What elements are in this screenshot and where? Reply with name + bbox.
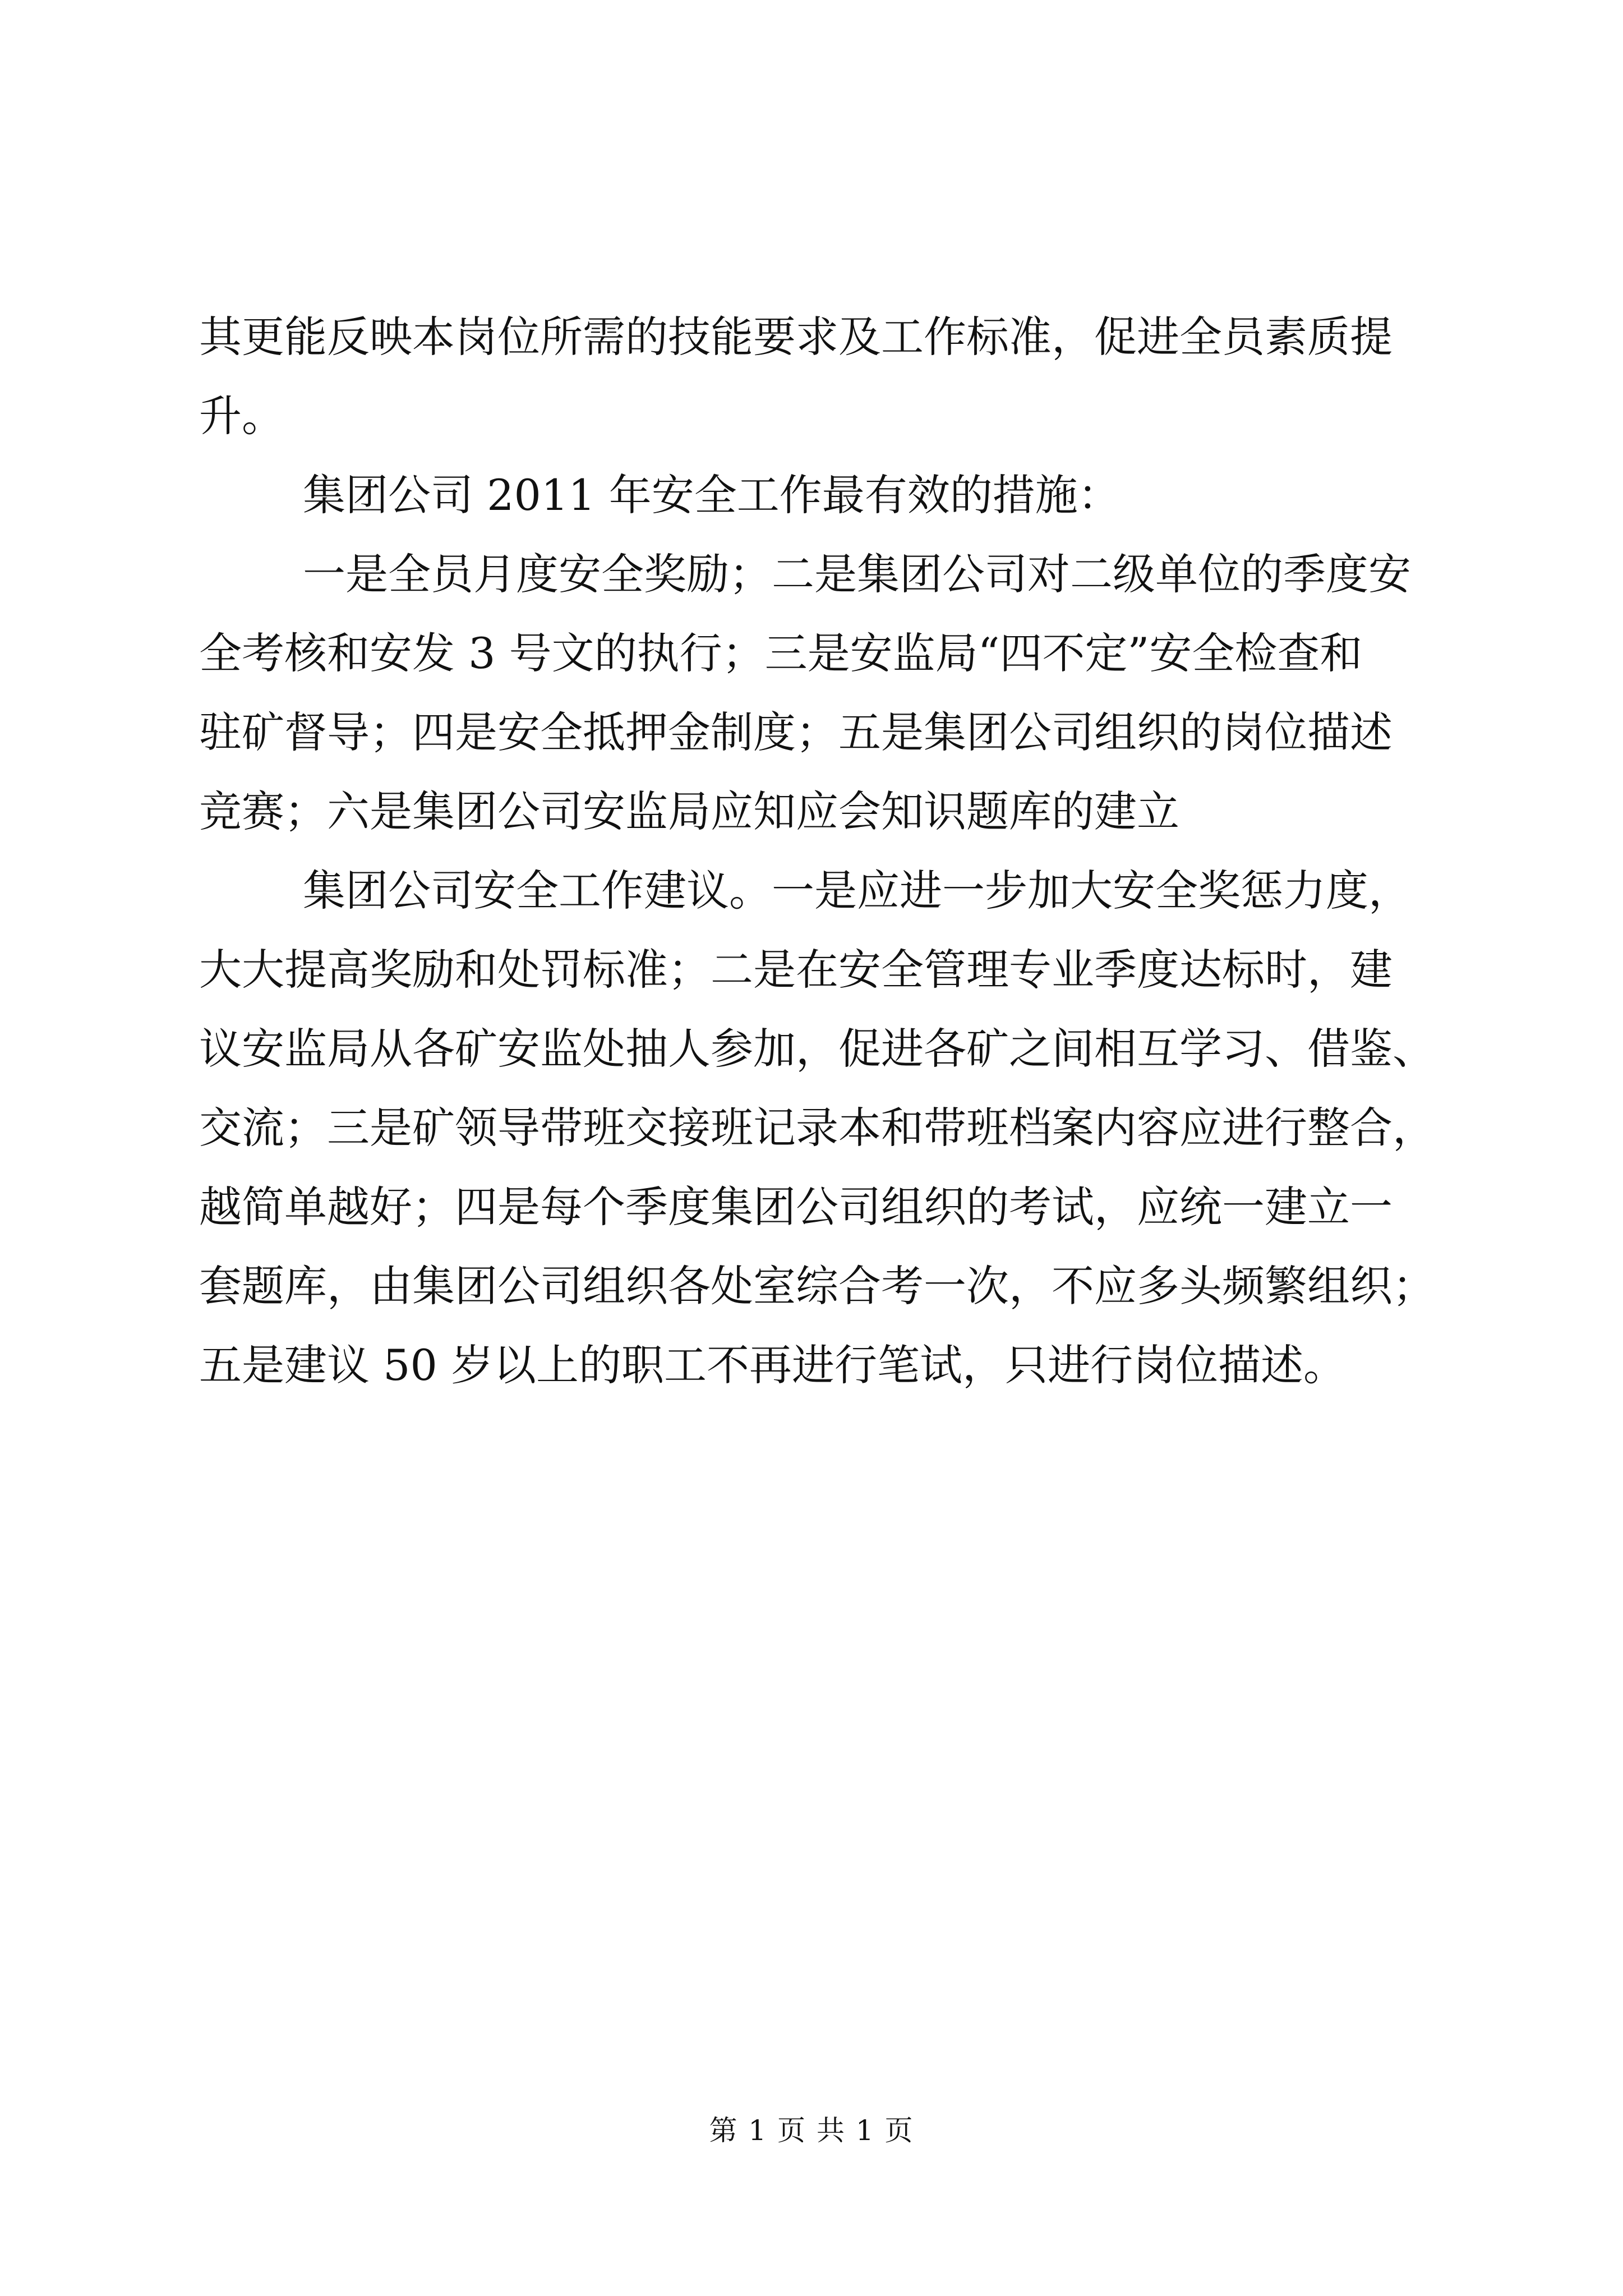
- paragraph-line: 一是全员月度安全奖励；二是集团公司对二级单位的季度安: [303, 549, 1411, 599]
- paragraph-line: 五是建议 50 岁以上的职工不再进行笔试，只进行岗位描述。: [199, 1340, 1347, 1390]
- paragraph-line: 大大提高奖励和处罚标准；二是在安全管理专业季度达标时，建: [199, 945, 1393, 995]
- section-heading-measures: 集团公司 2011 年安全工作最有效的措施：: [303, 470, 1121, 520]
- paragraph-line: 竞赛；六是集团公司安监局应知应会知识题库的建立: [199, 786, 1179, 836]
- paragraph-line: 越简单越好；四是每个季度集团公司组织的考试，应统一建立一: [199, 1182, 1393, 1232]
- paragraph-line: 套题库，由集团公司组织各处室综合考一次，不应多头频繁组织；: [199, 1261, 1435, 1311]
- paragraph-line: 交流；三是矿领导带班交接班记录本和带班档案内容应进行整合，: [199, 1103, 1435, 1153]
- paragraph-line: 升。: [199, 391, 284, 441]
- paragraph-line: 驻矿督导；四是安全抵押金制度；五是集团公司组织的岗位描述: [199, 707, 1393, 757]
- document-body: [199, 297, 1433, 1405]
- paragraph-line: 议安监局从各矿安监处抽人参加，促进各矿之间相互学习、借鉴、: [199, 1024, 1435, 1074]
- paragraph-line: 全考核和安发 3 号文的执行；三是安监局“四不定”安全检查和: [199, 628, 1363, 678]
- section-heading-suggestions: 集团公司安全工作建议。一是应进一步加大安全奖惩力度，: [303, 866, 1411, 915]
- paragraph-line: 其更能反映本岗位所需的技能要求及工作标准，促进全员素质提: [199, 312, 1393, 362]
- page-number-footer: 第 1 页 共 1 页: [709, 2114, 914, 2147]
